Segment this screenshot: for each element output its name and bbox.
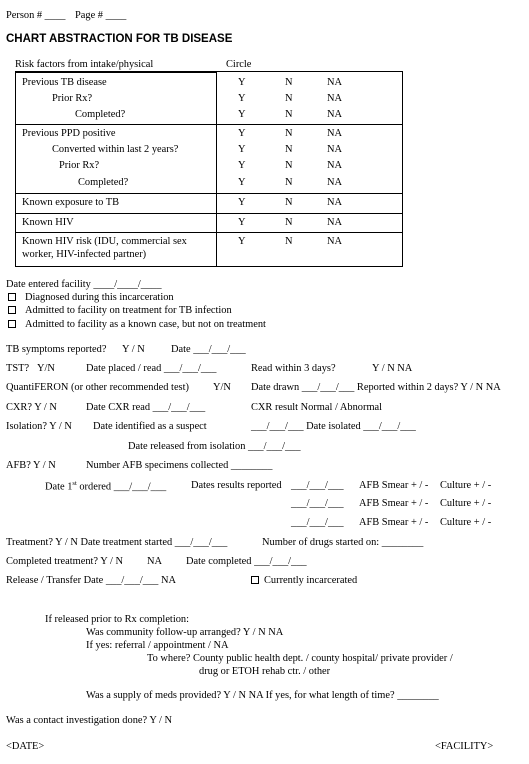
afb-first-ordered: Date 1st ordered ___/___/___ [45, 480, 167, 493]
afb-label: AFB? Y / N [6, 460, 56, 471]
risk-row-label: Previous PPD positive [22, 128, 116, 139]
circle-option[interactable]: Y [238, 197, 246, 208]
risk-table-header: Risk factors from intake/physical [15, 59, 154, 70]
afb-result-date: ___/___/___ [291, 480, 344, 491]
afb-smear: AFB Smear + / - [359, 498, 429, 509]
table-row-divider [15, 213, 402, 214]
circle-option[interactable]: NA [327, 197, 343, 208]
isolation-released: Date released from isolation ___/___/___ [128, 441, 301, 452]
risk-row-label: Completed? [75, 109, 126, 120]
afb-smear: AFB Smear + / - [359, 480, 429, 491]
circle-option[interactable]: N [285, 160, 293, 171]
circle-option[interactable]: Y [238, 93, 246, 104]
facility-option-label: Diagnosed during this incarceration [25, 292, 174, 303]
afb-culture: Culture + / - [440, 480, 492, 491]
circle-option[interactable]: Y [238, 144, 246, 155]
cxr-result: CXR result Normal / Abnormal [251, 402, 383, 413]
community-followup: Was community follow-up arranged? Y / N NA [86, 627, 284, 638]
currently-incarcerated-label: Currently incarcerated [264, 575, 358, 586]
tb-symptoms-yn: Y / N [122, 344, 145, 355]
circle-option[interactable]: N [285, 236, 293, 247]
circle-option[interactable]: Y [238, 160, 246, 171]
completed-treatment-label: Completed treatment? Y / N [6, 556, 123, 567]
checkbox[interactable] [8, 306, 16, 314]
risk-row-label: worker, HIV-infected partner) [22, 249, 147, 260]
isolation-label: Isolation? Y / N [6, 421, 72, 432]
circle-option[interactable]: NA [327, 177, 343, 188]
circle-option[interactable]: Y [238, 77, 246, 88]
table-row-divider [15, 193, 402, 194]
circle-option[interactable]: N [285, 128, 293, 139]
afb-result-date: ___/___/___ [291, 517, 344, 528]
to-where-continued: drug or ETOH rehab ctr. / other [199, 666, 331, 677]
afb-culture: Culture + / - [440, 517, 492, 528]
afb-smear: AFB Smear + / - [359, 517, 429, 528]
circle-label: Circle [226, 59, 252, 70]
quantiferon-label: QuantiFERON (or other recommended test) [6, 382, 189, 393]
circle-option[interactable]: N [285, 177, 293, 188]
table-row-divider [15, 232, 402, 233]
risk-row-label: Converted within last 2 years? [52, 144, 179, 155]
circle-option[interactable]: NA [327, 217, 343, 228]
circle-option[interactable]: NA [327, 144, 343, 155]
treatment-label: Treatment? Y / N Date treatment started ___/___/___ [6, 537, 228, 548]
tst-read-within: Read within 3 days? [251, 363, 336, 374]
circle-option[interactable]: N [285, 144, 293, 155]
tst-label: TST? [6, 363, 30, 374]
risk-row-label: Known exposure to TB [22, 197, 120, 208]
circle-option[interactable]: N [285, 93, 293, 104]
treatment-drugs: Number of drugs started on: ________ [262, 537, 424, 548]
circle-option[interactable]: NA [327, 77, 343, 88]
facility-option-label: Admitted to facility on treatment for TB infection [25, 305, 232, 316]
date-completed: Date completed ___/___/___ [186, 556, 307, 567]
circle-option[interactable]: NA [327, 160, 343, 171]
circle-option[interactable]: N [285, 217, 293, 228]
facility-option-label: Admitted to facility as a known case, but not on treatment [25, 319, 266, 330]
tb-symptoms-date: Date ___/___/___ [171, 344, 246, 355]
circle-option[interactable]: N [285, 109, 293, 120]
risk-row-label: Previous TB disease [22, 77, 107, 88]
tst-date-placed: Date placed / read ___/___/___ [86, 363, 217, 374]
currently-incarcerated-checkbox[interactable] [251, 576, 259, 584]
footer-facility: <FACILITY> [435, 741, 494, 752]
circle-option[interactable]: Y [238, 177, 246, 188]
cxr-date-read: Date CXR read ___/___/___ [86, 402, 206, 413]
quantiferon-date-drawn: Date drawn ___/___/___ Reported within 2 days? Y / N NA [251, 382, 501, 393]
circle-option[interactable]: NA [327, 93, 343, 104]
quantiferon-yn: Y/N [213, 382, 231, 393]
checkbox[interactable] [8, 320, 16, 328]
page-number-label: Page # ____ [75, 10, 127, 21]
afb-specimens: Number AFB specimens collected ________ [86, 460, 273, 471]
risk-row-label: Known HIV [22, 217, 74, 228]
release-transfer-label: Release / Transfer Date ___/___/___ NA [6, 575, 176, 586]
meds-supply: Was a supply of meds provided? Y / N NA If yes, for what length of time? ________ [86, 690, 439, 701]
isolation-identified: Date identified as a suspect [93, 421, 207, 432]
table-row-divider [15, 124, 402, 125]
table-column-divider [216, 71, 217, 266]
to-where: To where? County public health dept. / county hospital/ private provider / [147, 653, 453, 664]
circle-option[interactable]: Y [238, 236, 246, 247]
form-title: CHART ABSTRACTION FOR TB DISEASE [6, 33, 233, 45]
afb-results-label: Dates results reported [191, 480, 282, 491]
tst-yn: Y/N [37, 363, 55, 374]
checkbox[interactable] [8, 293, 16, 301]
person-number-label: Person # ____ [6, 10, 66, 21]
tst-read-options: Y / N NA [372, 363, 413, 374]
afb-result-date: ___/___/___ [291, 498, 344, 509]
cxr-label: CXR? Y / N [6, 402, 57, 413]
risk-row-label: Prior Rx? [52, 93, 93, 104]
circle-option[interactable]: NA [327, 128, 343, 139]
afb-culture: Culture + / - [440, 498, 492, 509]
date-entered-facility: Date entered facility ____/____/____ [6, 279, 162, 290]
circle-option[interactable]: N [285, 197, 293, 208]
if-yes-referral: If yes: referral / appointment / NA [86, 640, 229, 651]
completed-treatment-na: NA [147, 556, 163, 567]
released-prior-heading: If released prior to Rx completion: [45, 614, 189, 625]
tb-symptoms-label: TB symptoms reported? [6, 344, 107, 355]
contact-investigation: Was a contact investigation done? Y / N [6, 715, 173, 726]
isolation-dates: ___/___/___ Date isolated ___/___/___ [251, 421, 416, 432]
circle-option[interactable]: N [285, 77, 293, 88]
circle-option[interactable]: Y [238, 109, 246, 120]
circle-option[interactable]: Y [238, 128, 246, 139]
circle-option[interactable]: NA [327, 236, 343, 247]
circle-option[interactable]: NA [327, 109, 343, 120]
risk-row-label: Known HIV risk (IDU, commercial sex [22, 236, 187, 247]
risk-row-label: Prior Rx? [59, 160, 100, 171]
risk-row-label: Completed? [78, 177, 129, 188]
footer-date: <DATE> [6, 741, 45, 752]
circle-option[interactable]: Y [238, 217, 246, 228]
